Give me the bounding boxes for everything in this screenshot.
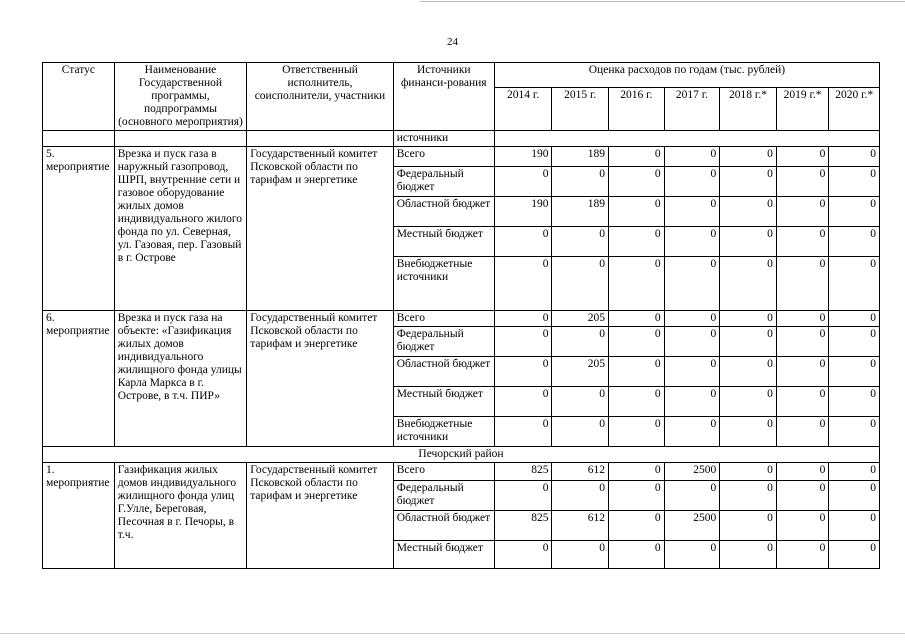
value-cell: 0 <box>720 257 777 311</box>
value-cell: 612 <box>552 511 609 541</box>
scan-edge-line <box>420 1 905 2</box>
page-number: 24 <box>447 36 458 48</box>
value-cell: 0 <box>720 227 777 257</box>
source-cell: Всего <box>393 463 494 481</box>
value-cell: 0 <box>776 227 829 257</box>
header-year: 2014 г. <box>494 88 552 131</box>
value-cell: 0 <box>552 227 609 257</box>
source-cell: Местный бюджет <box>393 387 494 417</box>
value-cell: 0 <box>776 541 829 569</box>
value-cell: 0 <box>609 167 665 197</box>
source-cell: Областной бюджет <box>393 357 494 387</box>
value-cell: 0 <box>494 257 552 311</box>
value-cell: 0 <box>552 481 609 511</box>
value-cell: 0 <box>664 357 720 387</box>
value-cell: 0 <box>494 387 552 417</box>
value-cell: 0 <box>829 227 880 257</box>
value-cell: 0 <box>720 327 777 357</box>
value-cell: 0 <box>664 417 720 447</box>
value-cell: 0 <box>720 417 777 447</box>
scan-edge-line <box>0 633 905 634</box>
source-cell: Всего <box>393 147 494 167</box>
table-row <box>43 463 880 481</box>
value-cell: 0 <box>494 227 552 257</box>
value-cell: 190 <box>494 197 552 227</box>
responsible-cell: Государственный комитет Псковской области по тарифам и энергетике <box>247 147 394 311</box>
value-cell: 0 <box>609 257 665 311</box>
source-cell: Областной бюджет <box>393 197 494 227</box>
value-cell: 0 <box>664 387 720 417</box>
value-cell: 0 <box>776 147 829 167</box>
status-cell: 1. мероприятие <box>43 463 115 569</box>
value-cell: 189 <box>552 147 609 167</box>
header-responsible: Ответственный исполнитель, соисполнители, участники <box>247 63 394 131</box>
header-sources: Источники финанси-рования <box>393 63 494 131</box>
source-cell: источники <box>393 131 494 147</box>
value-cell: 205 <box>552 311 609 327</box>
header-year: 2017 г. <box>664 88 720 131</box>
budget-table <box>42 62 880 569</box>
value-cell: 612 <box>552 463 609 481</box>
header-year: 2020 г.* <box>829 88 880 131</box>
value-cell: 0 <box>609 311 665 327</box>
value-cell: 0 <box>776 257 829 311</box>
responsible-cell: Государственный комитет Псковской области по тарифам и энергетике <box>247 463 394 569</box>
cell-empty <box>494 131 879 147</box>
value-cell: 0 <box>720 167 777 197</box>
table-row <box>43 311 880 327</box>
value-cell: 0 <box>609 327 665 357</box>
header-year: 2015 г. <box>552 88 609 131</box>
source-cell: Всего <box>393 311 494 327</box>
value-cell: 0 <box>829 197 880 227</box>
value-cell: 0 <box>609 417 665 447</box>
value-cell: 0 <box>829 463 880 481</box>
value-cell: 2500 <box>664 511 720 541</box>
program-name-cell: Врезка и пуск газа на объекте: «Газификация жилых домов индивидуального жилищного фонда улицы Карла Маркса в г. Острове, в т.ч. ПИР» <box>114 311 246 447</box>
value-cell: 0 <box>720 463 777 481</box>
value-cell: 0 <box>776 311 829 327</box>
source-cell: Внебюджетные источники <box>393 417 494 447</box>
value-cell: 0 <box>664 541 720 569</box>
value-cell: 0 <box>609 147 665 167</box>
program-name-cell: Газификация жилых домов индивидуального жилищного фонда улиц Г.Улле, Береговая, Песочная в г. Печоры, в т.ч. <box>114 463 246 569</box>
value-cell: 0 <box>664 227 720 257</box>
value-cell: 0 <box>609 481 665 511</box>
value-cell: 0 <box>494 481 552 511</box>
value-cell: 0 <box>664 147 720 167</box>
value-cell: 189 <box>552 197 609 227</box>
value-cell: 0 <box>664 327 720 357</box>
cell-empty <box>43 131 115 147</box>
value-cell: 0 <box>720 511 777 541</box>
value-cell: 0 <box>829 541 880 569</box>
cell-empty <box>114 131 246 147</box>
source-cell: Местный бюджет <box>393 541 494 569</box>
value-cell: 0 <box>720 311 777 327</box>
value-cell: 0 <box>776 167 829 197</box>
source-cell: Местный бюджет <box>393 227 494 257</box>
value-cell: 0 <box>776 511 829 541</box>
header-year: 2016 г. <box>609 88 665 131</box>
value-cell: 0 <box>609 227 665 257</box>
value-cell: 0 <box>494 417 552 447</box>
value-cell: 0 <box>664 257 720 311</box>
value-cell: 0 <box>829 387 880 417</box>
value-cell: 0 <box>664 167 720 197</box>
value-cell: 0 <box>720 541 777 569</box>
value-cell: 0 <box>829 511 880 541</box>
header-program-name: Наименование Государственной программы, подпрограммы (основного мероприятия) <box>114 63 246 131</box>
value-cell: 0 <box>720 357 777 387</box>
value-cell: 0 <box>776 197 829 227</box>
value-cell: 0 <box>829 417 880 447</box>
value-cell: 0 <box>829 357 880 387</box>
source-cell: Областной бюджет <box>393 511 494 541</box>
district-name: Печорский район <box>43 447 880 463</box>
value-cell: 0 <box>494 357 552 387</box>
cell-empty <box>247 131 394 147</box>
value-cell: 0 <box>829 167 880 197</box>
value-cell: 0 <box>776 387 829 417</box>
value-cell: 0 <box>776 327 829 357</box>
header-year: 2019 г.* <box>776 88 829 131</box>
value-cell: 0 <box>552 327 609 357</box>
value-cell: 0 <box>552 167 609 197</box>
value-cell: 0 <box>829 257 880 311</box>
value-cell: 0 <box>720 387 777 417</box>
value-cell: 0 <box>494 167 552 197</box>
header-expense-estimate: Оценка расходов по годам (тыс. рублей) <box>494 63 879 88</box>
header-row <box>43 63 880 88</box>
header-status: Статус <box>43 63 115 131</box>
value-cell: 0 <box>552 417 609 447</box>
value-cell: 825 <box>494 511 552 541</box>
district-row <box>43 447 880 463</box>
source-cell: Внебюджетные источники <box>393 257 494 311</box>
value-cell: 0 <box>609 463 665 481</box>
value-cell: 825 <box>494 463 552 481</box>
value-cell: 0 <box>494 311 552 327</box>
value-cell: 0 <box>609 197 665 227</box>
value-cell: 0 <box>720 197 777 227</box>
value-cell: 0 <box>829 327 880 357</box>
value-cell: 0 <box>829 481 880 511</box>
value-cell: 0 <box>609 511 665 541</box>
header-year: 2018 г.* <box>720 88 777 131</box>
value-cell: 0 <box>552 257 609 311</box>
value-cell: 2500 <box>664 463 720 481</box>
status-cell: 5. мероприятие <box>43 147 115 311</box>
value-cell: 0 <box>776 481 829 511</box>
value-cell: 0 <box>494 327 552 357</box>
value-cell: 0 <box>829 147 880 167</box>
value-cell: 0 <box>609 387 665 417</box>
source-cell: Федеральный бюджет <box>393 167 494 197</box>
value-cell: 0 <box>720 481 777 511</box>
value-cell: 0 <box>552 387 609 417</box>
source-cell: Федеральный бюджет <box>393 481 494 511</box>
value-cell: 0 <box>609 357 665 387</box>
value-cell: 0 <box>494 541 552 569</box>
value-cell: 0 <box>609 541 665 569</box>
value-cell: 0 <box>664 311 720 327</box>
table-row <box>43 147 880 167</box>
value-cell: 0 <box>720 147 777 167</box>
program-name-cell: Врезка и пуск газа в наружный газопровод, ШРП, внутренние сети и газовое оборудование жилых домов индивидуального жилого фонда по ул. Северная, ул. Газовая, пер. Газовый в г. Острове <box>114 147 246 311</box>
value-cell: 0 <box>664 481 720 511</box>
responsible-cell: Государственный комитет Псковской области по тарифам и энергетике <box>247 311 394 447</box>
value-cell: 0 <box>829 311 880 327</box>
source-cell: Федеральный бюджет <box>393 327 494 357</box>
value-cell: 0 <box>776 357 829 387</box>
value-cell: 205 <box>552 357 609 387</box>
value-cell: 0 <box>552 541 609 569</box>
continuation-row <box>43 131 880 147</box>
value-cell: 0 <box>664 197 720 227</box>
value-cell: 0 <box>776 463 829 481</box>
status-cell: 6. мероприятие <box>43 311 115 447</box>
value-cell: 0 <box>776 417 829 447</box>
value-cell: 190 <box>494 147 552 167</box>
